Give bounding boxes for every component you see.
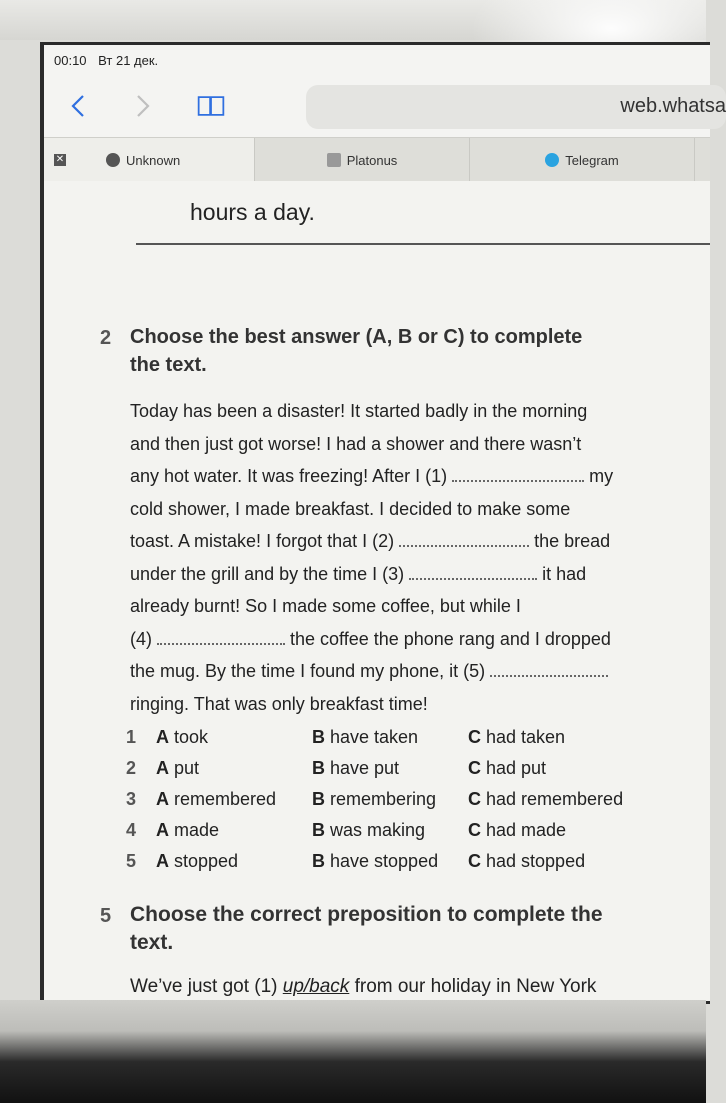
text-line: and then just got worse! I had a shower and there wasn’t [130, 433, 582, 454]
blank-5[interactable] [490, 661, 608, 677]
telegram-icon [545, 153, 559, 167]
option-a[interactable]: A put [156, 758, 200, 778]
bookmarks-button[interactable] [196, 91, 230, 121]
option-number: 5 [126, 851, 137, 871]
option-number: 3 [126, 789, 137, 809]
browser-toolbar [44, 81, 726, 131]
choice-1[interactable]: up/back [282, 976, 350, 997]
text-line: (4) the coffee the phone rang and I dropped [130, 628, 611, 649]
platonus-icon [327, 153, 341, 167]
option-b[interactable]: B remembering [312, 789, 437, 809]
option-b[interactable]: B have stopped [312, 851, 439, 871]
tab-label: Telegram [565, 152, 619, 168]
title-line: Choose the best answer (A, B or C) to complete [130, 326, 583, 348]
blank-3[interactable] [409, 564, 537, 580]
forward-button[interactable] [128, 91, 158, 121]
option-a[interactable]: A remembered [156, 789, 277, 809]
title-line: the text. [130, 354, 207, 376]
option-row-3 [126, 789, 686, 819]
tab-telegram[interactable] [470, 138, 695, 182]
tab-unknown[interactable] [44, 138, 255, 182]
tab-label: Unknown [126, 152, 181, 168]
status-bar [54, 53, 166, 68]
title-line: text. [130, 931, 174, 954]
text-line: toast. A mistake! I forgot that I (2) the bread [130, 531, 611, 551]
option-b[interactable]: B have taken [312, 727, 419, 747]
text-line: ringing. That was only breakfast time! [130, 693, 428, 714]
exercise-2-text [130, 395, 670, 720]
option-number: 1 [126, 727, 137, 747]
text-line: cold shower, I made breakfast. I decided to make some [130, 498, 571, 519]
chevron-left-icon [64, 91, 94, 121]
text-line: the mug. By the time I found my phone, it (5) [130, 655, 670, 688]
option-b[interactable]: B have put [312, 758, 400, 778]
address-text: web.whatsa [620, 95, 726, 117]
blank-4[interactable] [157, 629, 285, 645]
chevron-right-icon [128, 91, 158, 121]
close-tab-icon[interactable]: ✕ [55, 154, 65, 165]
blank-2[interactable] [399, 531, 529, 547]
option-number: 4 [126, 820, 137, 840]
tab-label: Platonus [346, 152, 398, 168]
book-icon [196, 91, 226, 121]
text-line: We’ve just got (1) up/back from our holiday in New York [130, 976, 597, 997]
divider [136, 243, 710, 245]
text-line: any hot water. It was freezing! After I (1) my [130, 466, 614, 486]
address-bar[interactable] [306, 85, 726, 129]
back-button[interactable] [64, 91, 94, 121]
option-row-2 [126, 758, 686, 788]
option-c[interactable]: C had taken [468, 727, 566, 747]
exercise-2-number: 2 [100, 327, 112, 349]
option-c[interactable]: C had stopped [468, 851, 586, 871]
option-row-1 [126, 727, 686, 757]
option-number: 2 [126, 758, 137, 778]
status-date: Вт 21 дек. [98, 53, 159, 68]
exercise-5-number: 5 [100, 905, 112, 927]
title-line: Choose the correct preposition to complete the [130, 903, 603, 926]
option-c[interactable]: C had remembered [468, 789, 624, 809]
status-time: 00:10 [54, 53, 87, 68]
option-row-4 [126, 820, 686, 850]
option-a[interactable]: A made [156, 820, 220, 840]
exercise-2-title [130, 323, 582, 379]
page-content [44, 181, 710, 1001]
text-line: already burnt! So I made some coffee, but while I [130, 596, 521, 616]
option-b[interactable]: B was making [312, 820, 426, 840]
top-text: hours a day. [190, 199, 315, 225]
tab-bar [44, 137, 710, 182]
text-line: under the grill and by the time I (3) it had [130, 563, 587, 584]
option-a[interactable]: A took [156, 727, 209, 747]
tab-platonus[interactable] [255, 138, 470, 182]
exercise-5-title [130, 901, 603, 957]
option-row-5 [126, 851, 686, 881]
blank-1[interactable] [452, 466, 584, 482]
background-bottom [0, 1000, 706, 1103]
tablet-screen [40, 42, 726, 1004]
compass-icon [106, 153, 120, 167]
option-c[interactable]: C had made [468, 820, 567, 840]
text-line: Today has been a disaster! It started badly in the morning [130, 401, 588, 421]
option-a[interactable]: A stopped [156, 851, 239, 871]
option-c[interactable]: C had put [468, 758, 547, 778]
